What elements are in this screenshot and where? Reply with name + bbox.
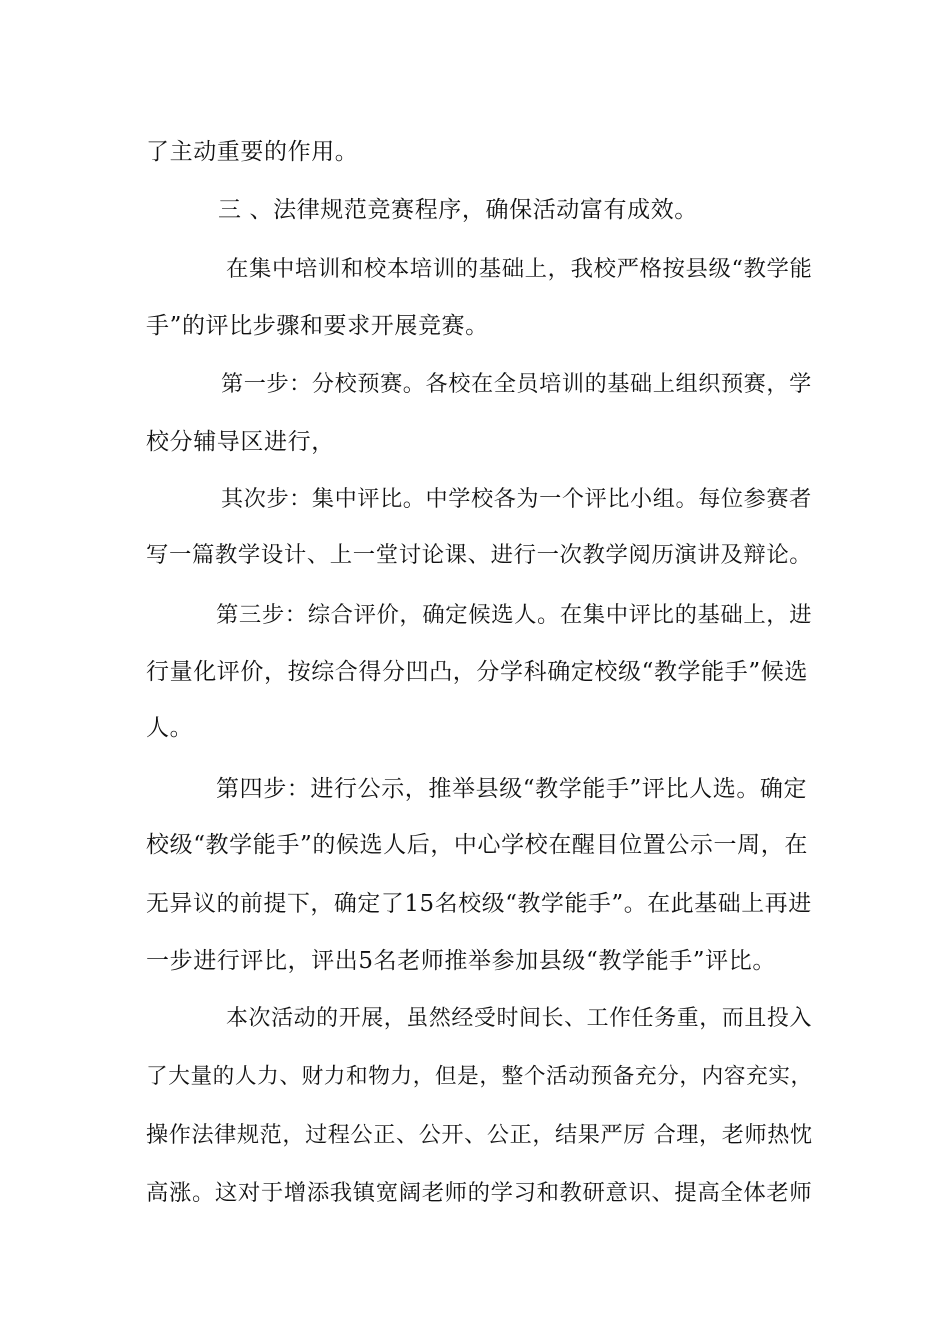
text-line-1: 了主动重要的作用。 <box>146 139 359 165</box>
text-line-12: 第四步：进行公示，推举县级“教学能手”评比人选。确定 <box>216 776 808 802</box>
text-line-8: 写一篇教学设计、上一堂讨论课、进行一次教学阅历演讲及辩论。 <box>146 542 813 568</box>
text-line-3: 在集中培训和校本培训的基础上，我校严格按县级“教学能 <box>226 256 813 282</box>
text-line-11: 人。 <box>146 715 194 741</box>
text-line-16: 本次活动的开展，虽然经受时间长、工作任务重，而且投入 <box>226 1006 812 1031</box>
text-line-5: 第一步：分校预赛。各校在全员培训的基础上组织预赛，学 <box>221 371 812 397</box>
text-line-19: 高涨。这对于增添我镇宽阔老师的学习和教研意识、提高全体老师 <box>146 1180 813 1206</box>
section-heading-3: 三 、法律规范竞赛程序，确保活动富有成效。 <box>218 197 698 223</box>
text-line-17: 了大量的人力、财力和物力，但是，整个活动预备充分，内容充实， <box>146 1064 813 1089</box>
text-line-6: 校分辅导区进行， <box>146 429 335 455</box>
text-line-15: 一步进行评比，评出5名老师推举参加县级“教学能手”评比。 <box>146 948 776 974</box>
text-line-10: 行量化评价，按综合得分凹凸，分学科确定校级“教学能手”候选 <box>146 659 808 685</box>
text-line-13: 校级“教学能手”的候选人后，中心学校在醒目位置公示一周，在 <box>146 832 808 858</box>
text-line-7: 其次步：集中评比。中学校各为一个评比小组。每位参赛者 <box>221 486 812 512</box>
text-line-4: 手”的评比步骤和要求开展竞赛。 <box>146 313 489 339</box>
text-line-9: 第三步：综合评价，确定候选人。在集中评比的基础上，进 <box>216 602 813 628</box>
text-line-18: 操作法律规范，过程公正、公开、公正，结果严厉 合理，老师热忱 <box>146 1122 813 1148</box>
text-line-14: 无异议的前提下，确定了15名校级“教学能手”。在此基础上再进 <box>146 891 812 917</box>
